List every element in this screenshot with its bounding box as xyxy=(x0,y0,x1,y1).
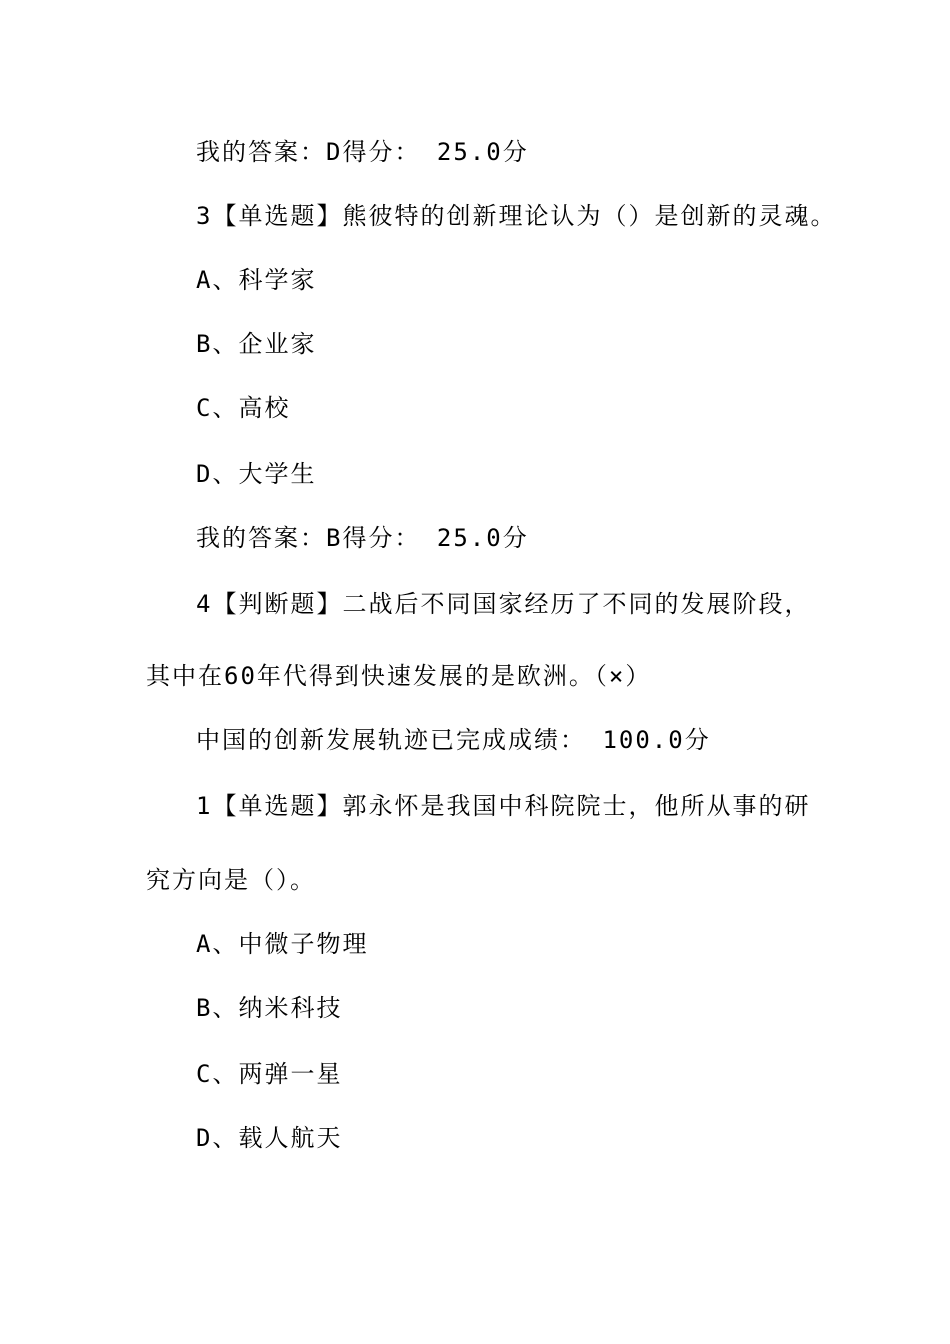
answer-line-q2: 我的答案：D得分： 25.0分 xyxy=(196,138,529,166)
q3-option-c: C、高校 xyxy=(196,394,291,422)
question-3: 3【单选题】熊彼特的创新理论认为（）是创新的灵魂。 xyxy=(196,202,837,230)
q1-option-b: B、纳米科技 xyxy=(196,994,343,1022)
question-4-continued: 其中在60年代得到快速发展的是欧洲。（×） xyxy=(146,662,652,690)
q1-option-a: A、中微子物理 xyxy=(196,930,369,958)
answer-line-q3: 我的答案：B得分： 25.0分 xyxy=(196,524,529,552)
question-1: 1【单选题】郭永怀是我国中科院院士，他所从事的研 xyxy=(196,792,811,820)
q3-option-d: D、大学生 xyxy=(196,460,317,488)
q1-option-d: D、载人航天 xyxy=(196,1124,343,1152)
q1-option-c: C、两弹一星 xyxy=(196,1060,343,1088)
q3-option-b: B、企业家 xyxy=(196,330,317,358)
section-score-line: 中国的创新发展轨迹已完成成绩： 100.0分 xyxy=(196,726,711,754)
q3-option-a: A、科学家 xyxy=(196,266,317,294)
question-1-continued: 究方向是（）。 xyxy=(146,866,316,894)
question-4: 4【判断题】二战后不同国家经历了不同的发展阶段， xyxy=(196,590,811,618)
